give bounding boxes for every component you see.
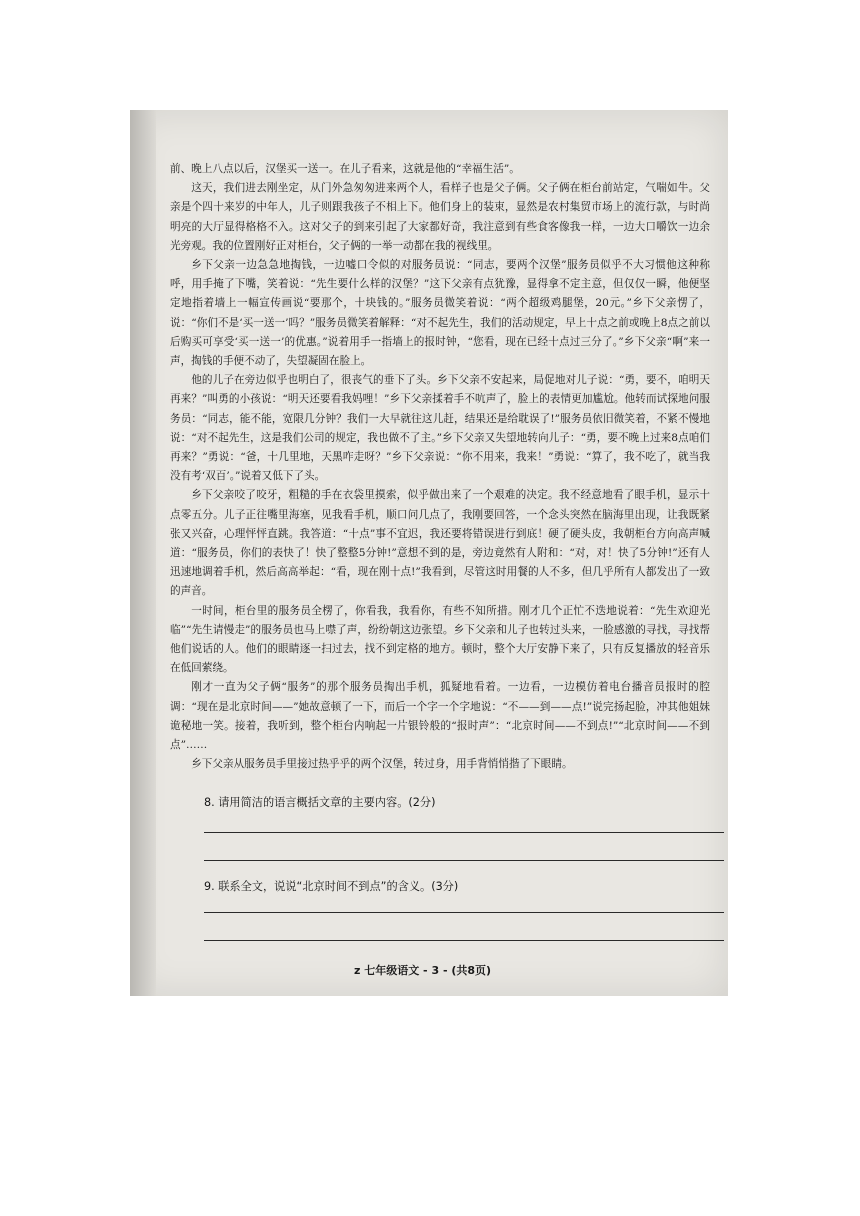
page-footer: z 七年级语文 - 3 - (共8页) xyxy=(354,964,492,977)
paragraph: 乡下父亲一边急急地掏钱，一边嘘口令似的对服务员说：“同志，要两个汉堡”服务员似乎不大习惯他这种称呼，用手掩了下嘴，笑着说：“先生要什么样的汉堡？”这下父亲有点犹豫，显得拿不定主意，但仅仅一瞬，他便坚定地指着墙上一幅宣传画说“要那个，十块钱的。”服务员微笑着说：“两个超级鸡腿堡，20元。”乡下父亲愣了，说：“你们不是‘买一送一’吗？”服务员微笑着解释：“对不起先生，我们的活动规定，早上十点之前或晚上8点之前以后购买可享受‘买一送一’的优惠。”说着用手一指墙上的报时钟，“您看，现在已经十点过三分了。”乡下父亲“啊”来一声，掏钱的手便不动了，失望凝固在脸上。 xyxy=(170,259,710,368)
page-shadow-edge xyxy=(130,110,156,996)
question-8: 8. 请用简洁的语言概括文章的主要内容。(2分) xyxy=(204,796,436,809)
paragraph: 乡下父亲咬了咬牙，粗糙的手在衣袋里摸索，似乎做出来了一个艰难的决定。我不经意地看了眼手机，显示十点零五分。儿子正往嘴里海塞，见我看手机，顺口问几点了，我刚要回答，一个念头突然在脑海里出现，让我既紧张又兴奋，心理怦怦直跳。我答道：“十点”事不宜迟，我还要将错误进行到底！硬了硬头皮，我朝柜台方向高声喊道：“服务员，你们的表快了！快了整整5分钟!”意想不到的是，旁边竟然有人附和：“对，对！快了5分钟!”还有人迅速地调着手机，然后高高举起：“看，现在刚十点!”我看到，尽管这时用餐的人不多，但几乎所有人都发出了一致的声音。 xyxy=(170,489,710,598)
answer-line[interactable] xyxy=(204,860,724,861)
answer-line[interactable] xyxy=(204,940,724,941)
question-9: 9. 联系全文，说说“北京时间不到点”的含义。(3分) xyxy=(204,880,459,893)
paragraph: 前、晚上八点以后，汉堡买一送一。在儿子看来，这就是他的“幸福生活”。 xyxy=(170,163,520,175)
paragraph: 这天，我们进去刚坐定，从门外急匆匆进来两个人，看样子也是父子俩。父子俩在柜台前站定，气喘如牛。父亲是个四十来岁的中年人，儿子则跟我孩子不相上下。他们身上的装束，显然是农村集贸市场上的流行款，与时尚明亮的大厅显得格格不入。这对父子的到来引起了大家都好奇，我注意到有些食客像我一样，一边大口嚼饮一边余光旁观。我的位置刚好正对柜台，父子俩的一举一动都在我的视线里。 xyxy=(170,182,710,252)
paragraph: 他的儿子在旁边似乎也明白了，很丧气的垂下了头。乡下父亲不安起来，局促地对儿子说：“勇，要不，咱明天再来？”叫勇的小孩说：“明天还要看我妈哩！”乡下父亲揉着手不吭声了，脸上的表情更加尴尬。他转而试探地问服务员：“同志，能不能，宽限几分钟？我们一大早就往这儿赶，结果还是给耽误了!”服务员依旧微笑着，不紧不慢地说：“对不起先生，这是我们公司的规定，我也做不了主。”乡下父亲又失望地转向儿子：“勇，要不晚上过来8点咱们再来？”勇说：“爸，十几里地，天黑咋走呀？”乡下父亲说：“你不用来，我来！”勇说：“算了，我不吃了，就当我没有考‘双百’。”说着又低下了头。 xyxy=(170,374,710,483)
answer-line[interactable] xyxy=(204,912,724,913)
paragraph: 一时间，柜台里的服务员全楞了，你看我，我看你，有些不知所措。刚才几个正忙不迭地说着：“先生欢迎光临”“先生请慢走”的服务员也马上噤了声，纷纷朝这边张望。乡下父亲和儿子也转过头来，一脸感激的寻找，寻找帮他们说话的人。他们的眼睛逐一扫过去，找不到定格的地方。顿时，整个大厅安静下来了，只有反复播放的轻音乐在低回萦绕。 xyxy=(170,604,710,675)
paragraph: 乡下父亲从服务员手里接过热乎乎的两个汉堡，转过身，用手背悄悄揩了下眼睛。 xyxy=(191,758,573,771)
answer-line[interactable] xyxy=(204,832,724,833)
paragraph: 刚才一直为父子俩“服务”的那个服务员掏出手机，狐疑地看着。一边看，一边模仿着电台播音员报时的腔调：“现在是北京时间——”她故意顿了一下，而后一个字一个字地说：“不——到——点!”说完扬起脸，冲其他姐妹诡秘地一笑。接着，我听到，整个柜台内响起一片银铃般的“报时声”：“北京时间——不到点!”“北京时间——不到点”…… xyxy=(170,681,710,752)
article-body xyxy=(170,160,710,775)
